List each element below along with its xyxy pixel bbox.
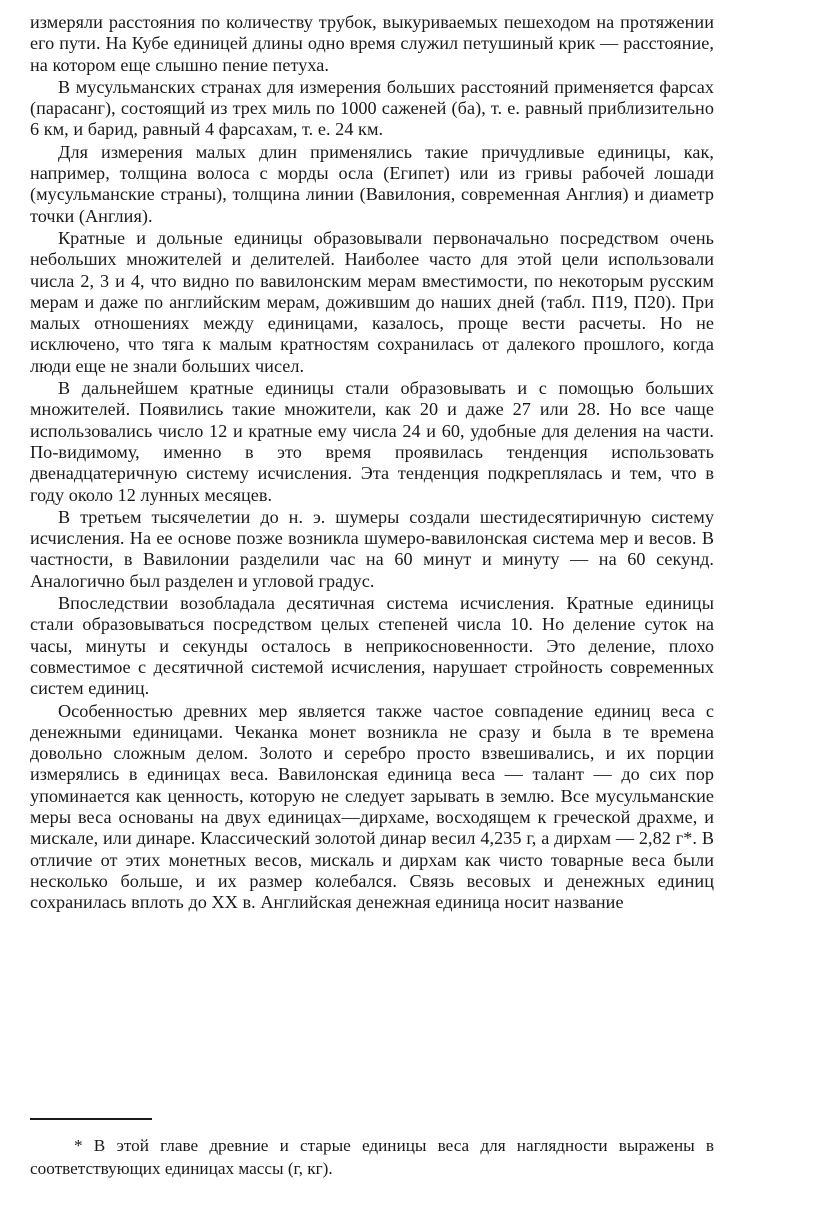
paragraph-small-lengths: Для измерения малых длин применялись такие причудливые единицы, как, например, толщина волоса с морды осла (Египет) или из гривы рабочей лошади (мусульманские страны), толщина линии (Вавилония, современная Англия) и диаметр точки (Англия). <box>30 141 714 226</box>
paragraph-sumerians: В третьем тысячелетии до н. э. шумеры создали шестидесятиричную систему исчисления. На ее основе позже возникла шумеро-вавилонская система мер и весов. В частности, в Вавилонии разделили час на 60 минут и минуту — на 60 секунд. Аналогично был разделен и угловой градус. <box>30 506 714 591</box>
paragraph-pipes-roosters: измеряли расстояния по количеству трубок, выкуриваемых пешеходом на протяжении его пути. На Кубе единицей длины одно время служил петушиный крик — расстояние, на котором еще слышно пение петуха. <box>30 12 714 75</box>
paragraph-weight-money: Особенностью древних мер является также частое совпадение единиц веса с денежными единицами. Чеканка монет возникла не сразу и была в те времена довольно сложным делом. Золото и серебро просто взвешивались, и их порции измерялись в единицах веса. Вавилонская единица веса — талант — до сих пор упоминается как ценность, которую не следует зарывать в землю. Все мусульманские меры веса основаны на двух единицах—дирхаме, восходящем к греческой драхме, и мискале, или динаре. Классический золотой динар весил 4,235 г, а дирхам — 2,82 г*. В отличие от этих монетных весов, мискаль и дирхам как чисто товарные веса были несколько больше, и их размер колебался. Связь весовых и денежных единиц сохранилась вплоть до XX в. Английская денежная единица носит название <box>30 700 714 913</box>
paragraph-decimal: Впоследствии возобладала десятичная система исчисления. Кратные единицы стали образовываться посредством целых степеней числа 10. Но деление суток на часы, минуты и секунды осталось в неприкосновенности. Это деление, плохо совместимое с десятичной системой исчисления, нарушает стройность современных систем единиц. <box>30 593 714 699</box>
footnote-divider <box>30 1118 152 1120</box>
paragraph-multiples: Кратные и дольные единицы образовывали первоначально посредством очень небольших множителей и делителей. Наиболее часто для этой цели использовали числа 2, 3 и 4, что видно по вавилонским мерам вместимости, по некоторым русским мерам и даже по английским мерам, дожившим до наших дней (табл. П19, П20). При малых отношениях между единицами, казалось, проще вести расчеты. Но не исключено, что тяга к малым кратностям сохранилась от далекого прошлого, когда люди еще не знали больших чисел. <box>30 227 714 376</box>
footnote: * В этой главе древние и старые единицы веса для наглядности выражены в соответствующих единицах массы (г, кг). <box>30 1136 714 1178</box>
paragraph-farsakh: В мусульманских странах для измерения больших расстояний применяется фарсах (парасанг), состоящий из трех миль по 1000 саженей (ба), т. е. равный приблизительно 6 км, и барид, равный 4 фарсахам, т. е. 24 км. <box>30 76 714 140</box>
paragraph-duodecimal: В дальнейшем кратные единицы стали образовывать и с помощью больших множителей. Появились такие множители, как 20 и даже 27 или 28. Но все чаще использовались число 12 и кратные ему числа 24 и 60, удобные для деления на части. По-видимому, именно в это время проявилась тенденция использовать двенадцатеричную систему исчисления. Эта тенденция подкреплялась и тем, что в году около 12 лунных месяцев. <box>30 378 714 505</box>
page-body <box>30 12 714 913</box>
